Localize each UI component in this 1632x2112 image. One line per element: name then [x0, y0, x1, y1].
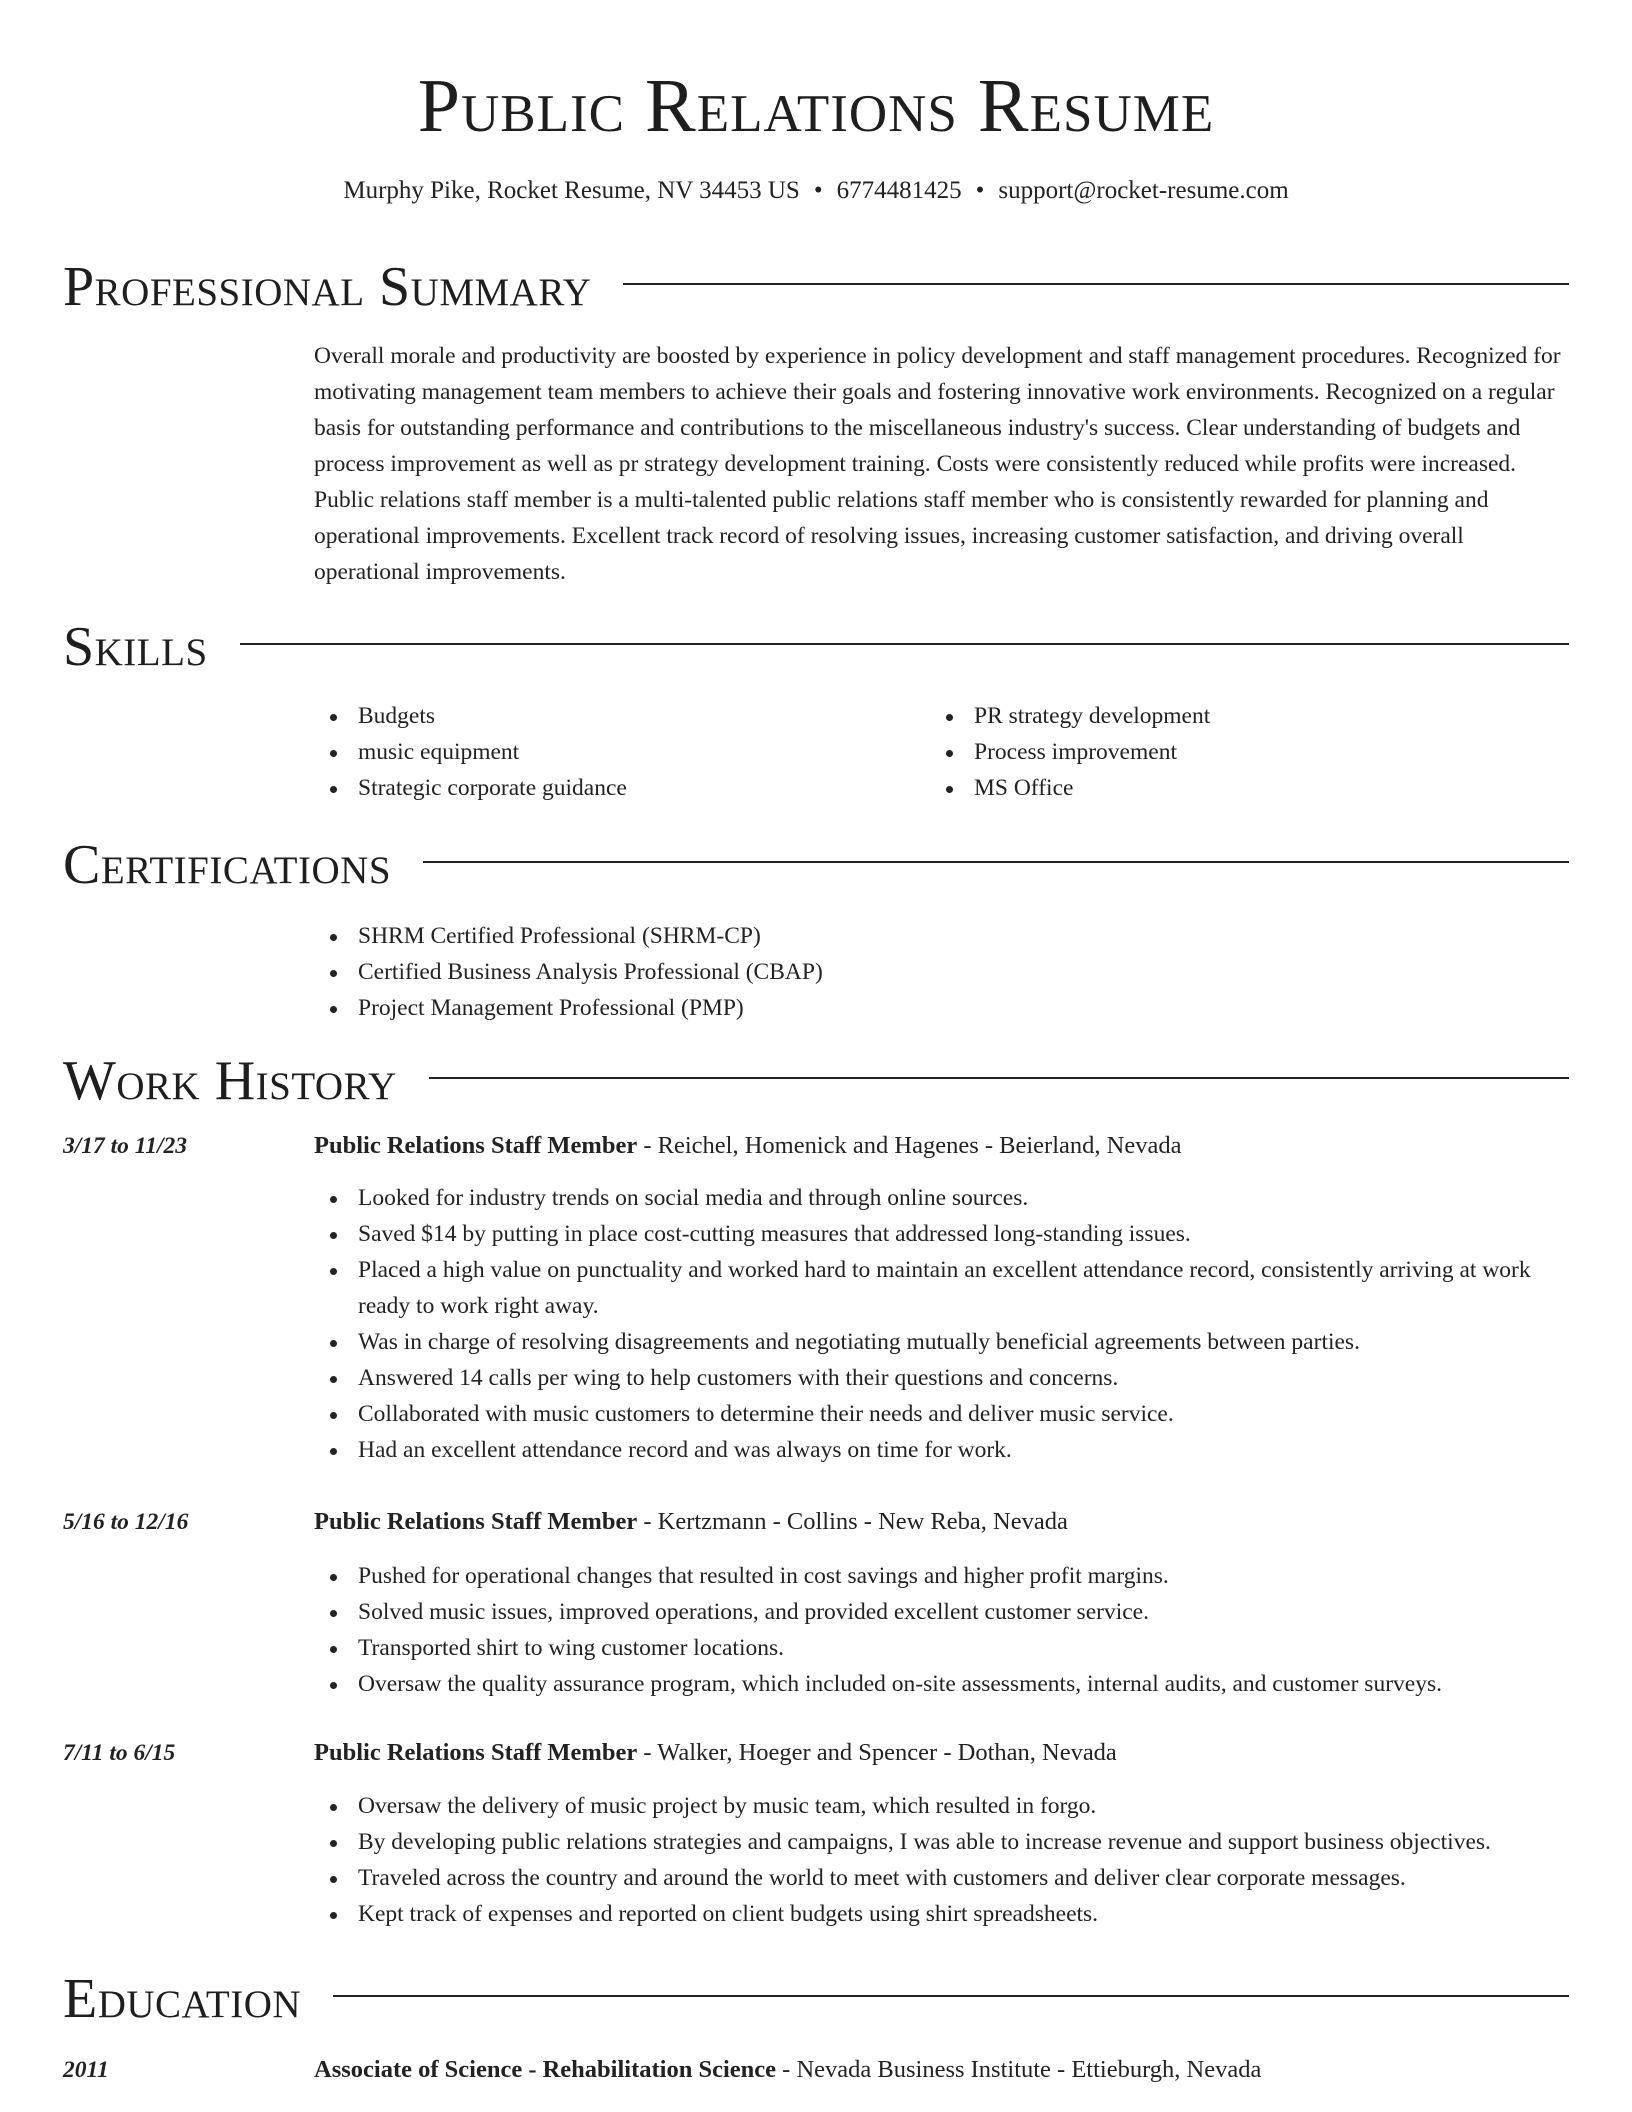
list-item: SHRM Certified Professional (SHRM-CP) [314, 918, 1569, 954]
section-title: Professional Summary [63, 256, 592, 318]
job-role: Public Relations Staff Member [314, 1508, 638, 1535]
job-employer: - Walker, Hoeger and Spencer - Dothan, Nevada [637, 1739, 1117, 1766]
list-item: Saved $14 by putting in place cost-cutting measures that addressed long-standing issues. [314, 1216, 1569, 1252]
job-dates: 3/17 to 11/23 [63, 1133, 188, 1159]
list-item: Collaborated with music customers to determine their needs and deliver music service. [314, 1396, 1569, 1432]
contact-email: support@rocket-resume.com [998, 177, 1289, 204]
list-item: Transported shirt to wing customer locations. [314, 1630, 1569, 1666]
job-role: Public Relations Staff Member [314, 1739, 638, 1766]
list-item: Looked for industry trends on social media and through online sources. [314, 1180, 1569, 1216]
list-item: Solved music issues, improved operations, and provided excellent customer service. [314, 1594, 1569, 1630]
job-heading [314, 1735, 1569, 1771]
contact-separator: • [813, 177, 823, 204]
job-bullets [314, 1180, 1569, 1468]
contact-phone: 6774481425 [836, 177, 962, 204]
list-item: PR strategy development [930, 698, 1546, 734]
job-heading [314, 1504, 1569, 1540]
list-item: Oversaw the delivery of music project by music team, which resulted in forgo. [314, 1788, 1569, 1824]
contact-address: Murphy Pike, Rocket Resume, NV 34453 US [343, 177, 800, 204]
list-item: Oversaw the quality assurance program, which included on-site assessments, internal audits, and customer surveys. [314, 1666, 1569, 1702]
job-dates: 7/11 to 6/15 [63, 1740, 176, 1766]
list-item: Budgets [314, 698, 930, 734]
list-item: Project Management Professional (PMP) [314, 990, 1569, 1026]
list-item: By developing public relations strategies and campaigns, I was able to increase revenue and support business objectives. [314, 1824, 1569, 1860]
job-heading [314, 1128, 1569, 1164]
education-degree: Associate of Science - Rehabilitation Science [314, 2056, 777, 2083]
section-divider [423, 861, 1569, 863]
education-school: - Nevada Business Institute - Ettieburgh, Nevada [776, 2056, 1262, 2083]
job-role: Public Relations Staff Member [314, 1132, 638, 1159]
list-item: Pushed for operational changes that resulted in cost savings and higher profit margins. [314, 1558, 1569, 1594]
section-divider [240, 643, 1569, 645]
job-dates: 5/16 to 12/16 [63, 1509, 189, 1535]
section-header-summary [63, 252, 1569, 322]
list-item: music equipment [314, 734, 930, 770]
education-heading [314, 2052, 1569, 2088]
section-title: Skills [63, 616, 208, 678]
education-year: 2011 [63, 2057, 109, 2083]
job-bullets [314, 1788, 1569, 1932]
section-title: Education [63, 1968, 302, 2030]
job-employer: - Kertzmann - Collins - New Reba, Nevada [637, 1508, 1068, 1535]
list-item: Was in charge of resolving disagreements and negotiating mutually beneficial agreements between parties. [314, 1324, 1569, 1360]
list-item: Process improvement [930, 734, 1546, 770]
section-header-skills [63, 612, 1569, 682]
section-divider [623, 283, 1569, 285]
list-item: Placed a high value on punctuality and worked hard to maintain an excellent attendance record, consistently arriving at work ready to work right away. [314, 1252, 1569, 1324]
contact-line [0, 174, 1632, 208]
list-item: MS Office [930, 770, 1546, 806]
list-item: Strategic corporate guidance [314, 770, 930, 806]
section-divider [429, 1077, 1569, 1079]
job-employer: - Reichel, Homenick and Hagenes - Beierland, Nevada [637, 1132, 1182, 1159]
section-header-work-history [63, 1046, 1569, 1116]
skills-list [314, 698, 1569, 806]
skills-column-left [314, 698, 930, 806]
list-item: Traveled across the country and around the world to meet with customers and deliver clear corporate messages. [314, 1860, 1569, 1896]
list-item: Certified Business Analysis Professional (CBAP) [314, 954, 1569, 990]
list-item: Kept track of expenses and reported on client budgets using shirt spreadsheets. [314, 1896, 1569, 1932]
list-item: Answered 14 calls per wing to help customers with their questions and concerns. [314, 1360, 1569, 1396]
list-item: Had an excellent attendance record and was always on time for work. [314, 1432, 1569, 1468]
certifications-list [314, 918, 1569, 1026]
section-title: Certifications [63, 834, 392, 896]
skills-column-right [930, 698, 1546, 806]
job-bullets [314, 1558, 1569, 1702]
summary-text: Overall morale and productivity are boosted by experience in policy development and staff management procedures. Recognized for motivating management team members to achieve their goals and fostering innovative work environments. Recognized on a regular basis for outstanding performance and contributions to the miscellaneous industry's success. Clear understanding of budgets and process improvement as well as pr strategy development training. Costs were consistently reduced while profits were increased. Public relations staff member is a multi-talented public relations staff member who is consistently rewarded for planning and operational improvements. Excellent track record of resolving issues, increasing customer satisfaction, and driving overall operational improvements. [314, 343, 1561, 585]
resume-title: Public Relations Resume [417, 64, 1215, 148]
contact-separator: • [975, 177, 985, 204]
section-header-certifications [63, 830, 1569, 900]
section-header-education [63, 1964, 1569, 2034]
section-title: Work History [63, 1050, 397, 1112]
section-divider [333, 1995, 1569, 1997]
